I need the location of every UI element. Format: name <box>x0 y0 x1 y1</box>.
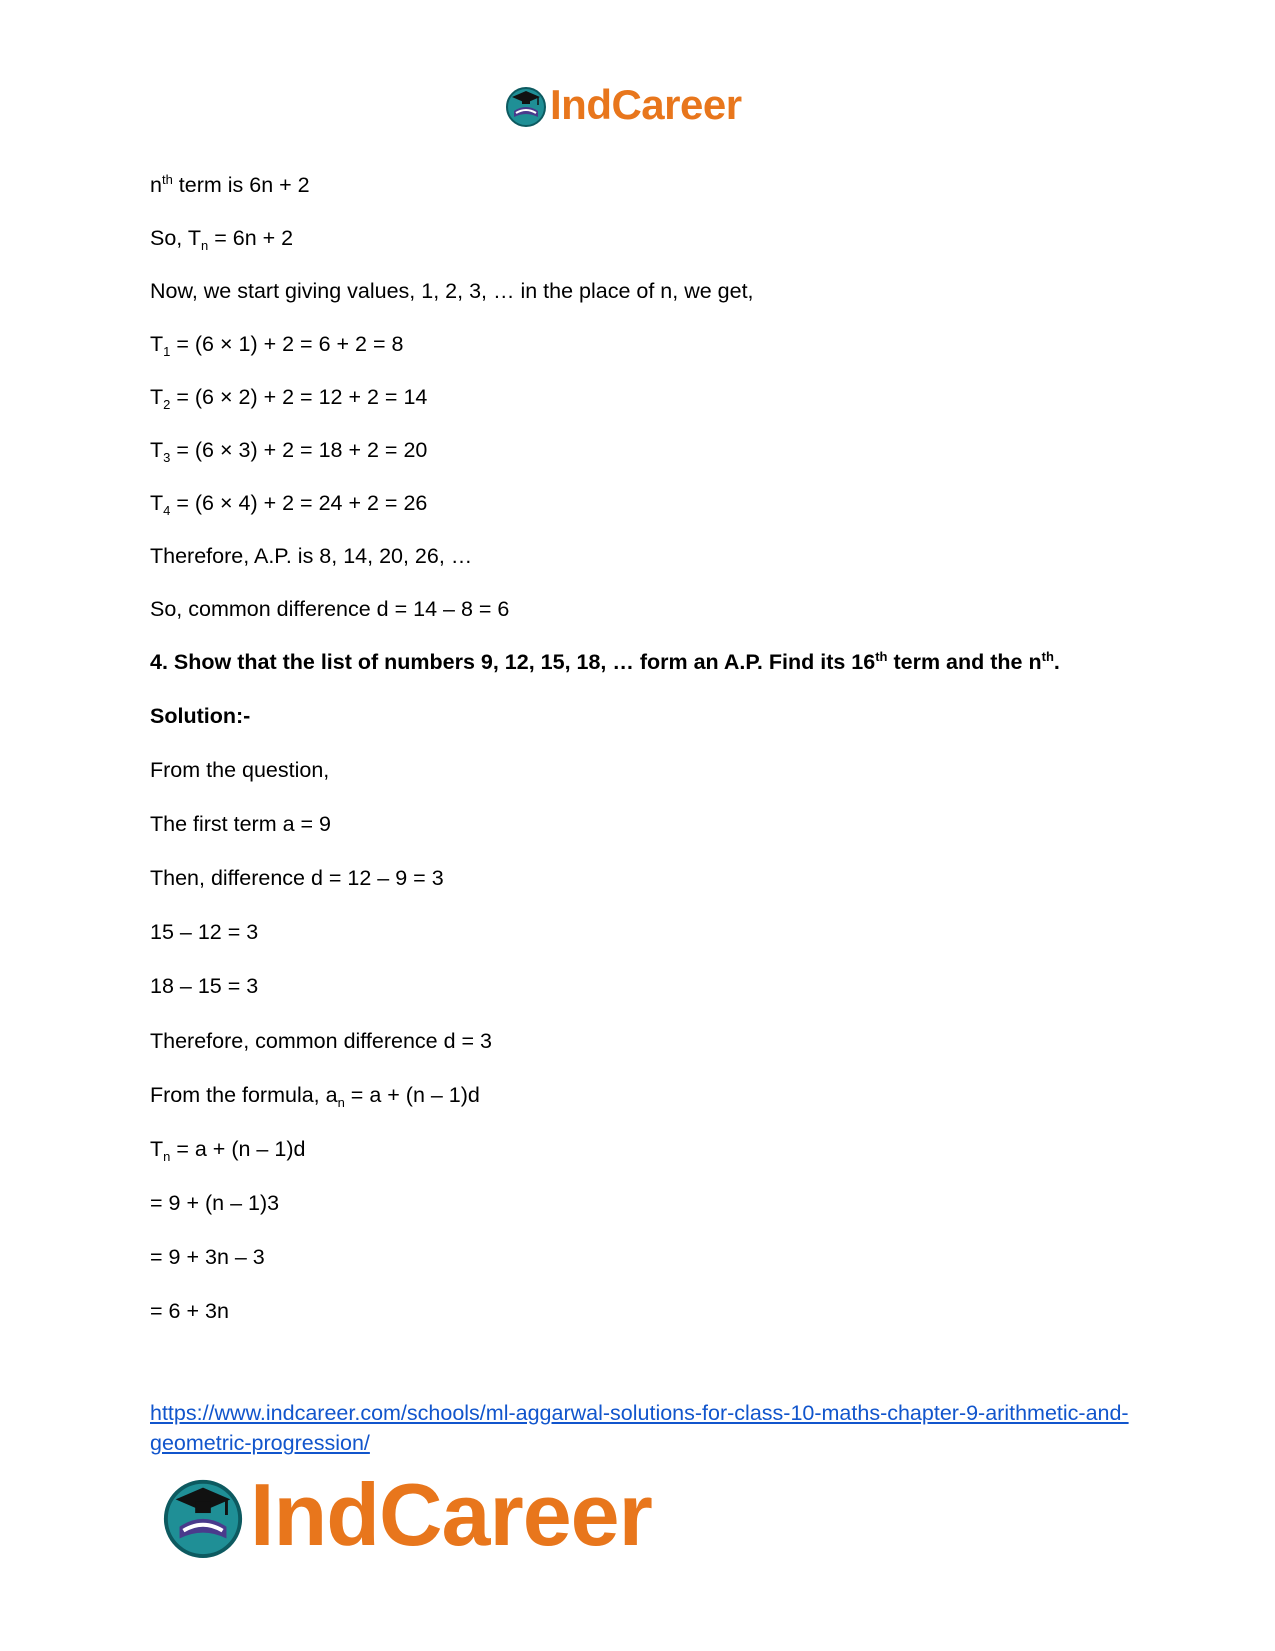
text-line: So, common difference d = 14 – 8 = 6 <box>150 597 510 621</box>
text-line: = 9 + (n – 1)3 <box>150 1191 280 1215</box>
header-logo <box>504 80 742 130</box>
text-line: Therefore, common difference d = 3 <box>150 1029 492 1053</box>
graduation-globe-icon <box>504 83 548 127</box>
solution-heading: Solution:- <box>150 704 251 728</box>
header-logo-text: IndCareer <box>550 81 742 128</box>
footer-logo <box>160 1465 652 1564</box>
text-line: $T_4 = (6 \times 4) + 2 = 24 + 2 = 26$ <box>150 491 428 518</box>
text-line: $T_n = a + (n - 1)d$ <box>150 1137 306 1164</box>
text-line: $T_1 = (6 \times 1) + 2 = 6 + 2 = 8$ <box>150 332 404 359</box>
question-heading: 4. Show that the list of numbers 9, 12, 15, 18, … form an A.P. Find its 16th term and the $n^{th}$. <box>150 649 1060 674</box>
source-link[interactable]: https://www.indcareer.com/schools/ml-aggarwal-solutions-for-class-10-maths-chapter-9-arithmetic-and-geometric-progression/ <box>150 1401 1129 1455</box>
text-line: Now, we start giving values, 1, 2, 3, … in the place of n, we get, <box>150 279 754 303</box>
text-line: = 9 + 3n – 3 <box>150 1245 265 1269</box>
text-line: = 6 + 3n <box>150 1299 229 1323</box>
text-line: The first term a = 9 <box>150 812 332 836</box>
graduation-globe-icon <box>160 1472 246 1558</box>
text-line: 15 – 12 = 3 <box>150 920 259 944</box>
text-line: So, $T_n = 6n + 2$ <box>150 226 294 253</box>
text-line: From the formula, $a_n = a + (n - 1)d$ <box>150 1083 480 1110</box>
text-line: Then, difference d = 12 – 9 = 3 <box>150 866 444 890</box>
text-line: $T_2 = (6 \times 2) + 2 = 12 + 2 = 14$ <box>150 385 428 412</box>
text-line: From the question, <box>150 758 330 782</box>
text-line: Therefore, A.P. is 8, 14, 20, 26, … <box>150 544 473 568</box>
text-line: $n^{th}$ term is 6n + 2 <box>150 172 310 197</box>
text-line: 18 – 15 = 3 <box>150 974 259 998</box>
footer-logo-text: IndCareer <box>250 1465 652 1564</box>
text-line: $T_3 = (6 \times 3) + 2 = 18 + 2 = 20$ <box>150 438 428 465</box>
